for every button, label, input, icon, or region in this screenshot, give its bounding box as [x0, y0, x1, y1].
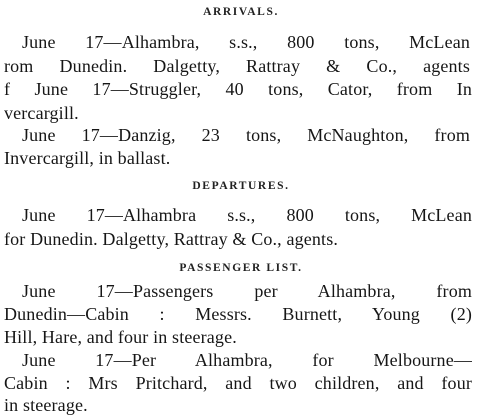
- arrivals-line-3: f June 17—Struggler, 40 tons, Cator, from In: [4, 79, 472, 99]
- arrivals-line-6: Invercargill, in ballast.: [4, 148, 171, 168]
- departures-heading: DEPARTURES.: [192, 180, 290, 192]
- passenger-line-3: Hill, Hare, and four in steerage.: [4, 327, 237, 347]
- passenger-line-6: in steerage.: [4, 395, 88, 415]
- arrivals-line-4: vercargill.: [4, 103, 79, 123]
- passenger-line-2: Dunedin—Cabin : Messrs. Burnett, Young (2): [4, 304, 472, 324]
- passenger-line-4: June 17—Per Alhambra, for Melbourne—: [22, 350, 472, 370]
- departures-line-2: for Dunedin. Dalgetty, Rattray & Co., agents.: [4, 229, 339, 249]
- arrivals-heading: ARRIVALS.: [203, 6, 279, 18]
- arrivals-line-1: June 17—Alhambra, s.s., 800 tons, McLean: [22, 32, 470, 52]
- arrivals-line-2: rom Dunedin. Dalgetty, Rattray & Co., agents: [4, 56, 470, 76]
- passenger-list-heading: PASSENGER LIST.: [179, 262, 303, 274]
- arrivals-line-5: June 17—Danzig, 23 tons, McNaughton, from: [22, 125, 470, 145]
- departures-line-1: June 17—Alhambra s.s., 800 tons, McLean: [22, 205, 472, 225]
- passenger-line-1: June 17—Passengers per Alhambra, from: [22, 281, 472, 301]
- passenger-line-5: Cabin : Mrs Pritchard, and two children, and four: [4, 373, 472, 393]
